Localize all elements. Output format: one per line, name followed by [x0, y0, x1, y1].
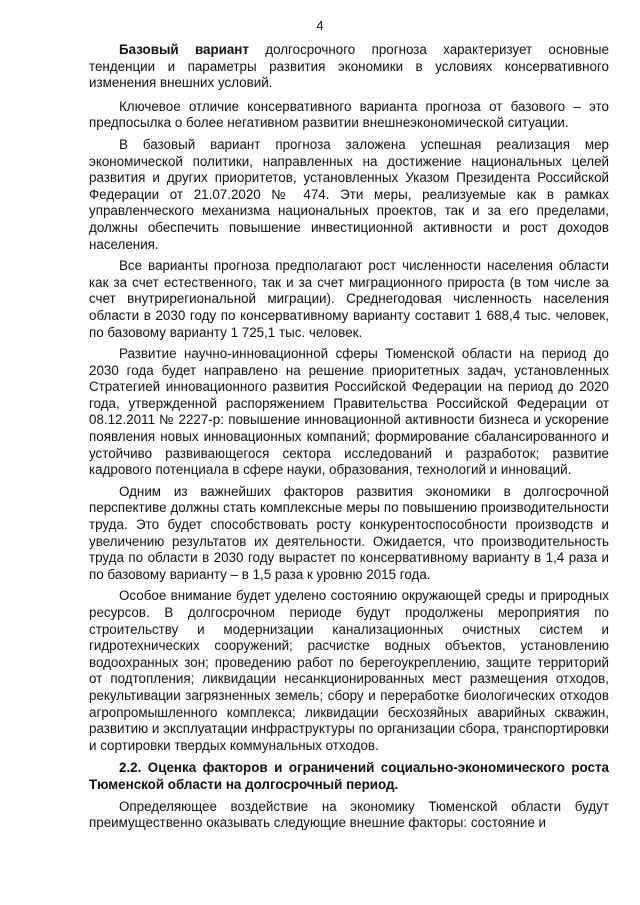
paragraph-innovation: Развитие научно-инновационной сферы Тюменской области на период до 2030 года будет направлено на решение приоритетных задач, установленных Стратегией инновационного развития Российской Федерации на период до 2020 года, утвержденной распоряжением Правительства Российской Федерации от 08.12.2011 № 2227-р: повышение инновационной активности бизнеса и ускорение появления новых инновационных компаний; формирование сбалансированного и устойчиво развивающегося сектора исследований и разработок; развитие кадрового потенциала в сфере науки, образования, технологий и инноваций. [89, 346, 609, 478]
paragraph-environment: Особое внимание будет уделено состоянию окружающей среды и природных ресурсов. В долгосрочном периоде будут продолжены мероприятия по строительству и модернизации канализационных очистных систем и гидротехнических сооружений; расчистке водных объектов, установлению водоохранных зон; проведению работ по берегоукреплению, защите территорий от подтопления; ликвидации несанкционированных мест размещения отходов, рекультивации загрязненных земель; сбору и переработке биологических отходов агропромышленного комплекса; ликвидации бесхозяйных аварийных скважин, развитию и эксплуатации инфраструктуры по организации сбора, транспортировки и сортировки твердых коммунальных отходов. [89, 588, 609, 753]
paragraph-external-factors: Определяющее воздействие на экономику Тюменской области будут преимущественно оказывать следующие внешние факторы: состояние и [89, 798, 609, 831]
paragraph-lead-bold: Базовый вариант [119, 42, 249, 57]
paragraph-productivity: Одним из важнейших факторов развития экономики в долгосрочной перспективе должны стать комплексные меры по повышению производительности труда. Это будет способствовать росту конкурентоспособности производств и увеличению результатов их деятельности. Ожидается, что производительность труда по области в 2030 году вырастет по консервативному варианту в 1,4 раза и по базовому варианту – в 1,5 раза к уровню 2015 года. [89, 483, 609, 582]
paragraph-base-variant [89, 42, 609, 92]
paragraph-text: долгосрочного прогноза характеризует основные тенденции и параметры развития экономики в условиях консервативного изменения внешних условий. [89, 42, 609, 91]
paragraph-population: Все варианты прогноза предполагают рост численности населения области как за счет естественного, так и за счет миграционного прироста (в том числе за счет внутрирегиональной миграции). Среднегодовая численность населения области в 2030 году по консервативному варианту составит 1 688,4 тыс. человек, по базовому варианту 1 725,1 тыс. человек. [89, 258, 609, 340]
paragraph-economic-policy: В базовый вариант прогноза заложена успешная реализация мер экономической политики, направленных на достижение национальных целей развития и других приоритетов, установленных Указом Президента Российской Федерации от 21.07.2020 № 474. Эти меры, реализуемые как в рамках управленческого механизма национальных проектов, так и за его пределами, должны обеспечить повышение инвестиционной активности и рост доходов населения. [89, 136, 609, 252]
document-body [89, 42, 609, 832]
paragraph-conservative-difference: Ключевое отличие консервативного варианта прогноза от базового – это предпосылка о более негативном развитии внешнеэкономической ситуации. [89, 98, 609, 131]
section-heading: 2.2. Оценка факторов и ограничений социально-экономического роста Тюменской области на долгосрочный период. [89, 760, 609, 792]
page-number: 4 [316, 18, 324, 33]
